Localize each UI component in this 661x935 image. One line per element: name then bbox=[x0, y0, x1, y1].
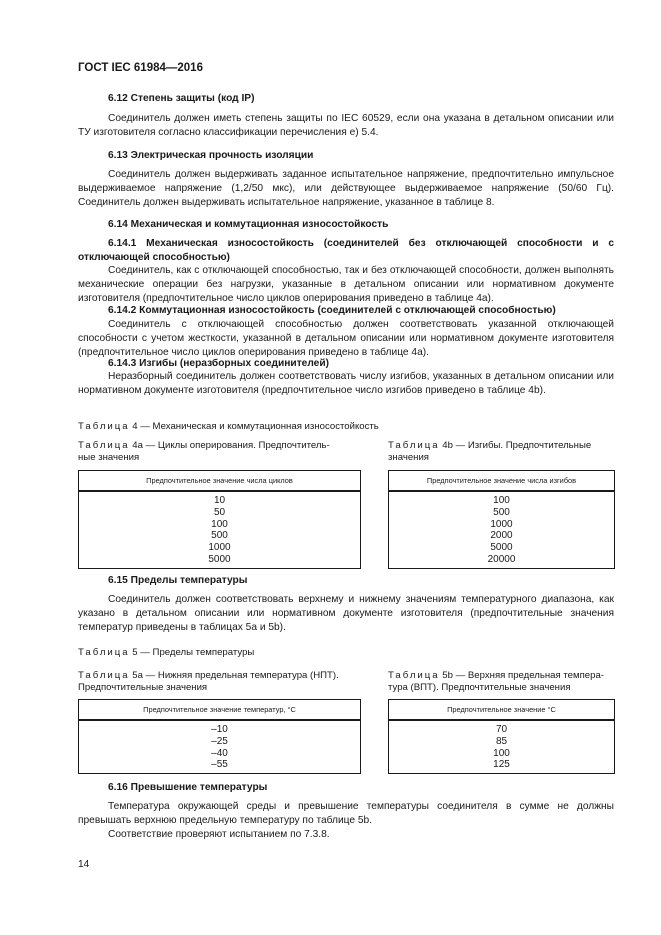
section-heading-6-16: 6.16 Превышение температуры bbox=[108, 782, 268, 793]
section-text-6-16: Температура окружающей среды и превышение температуры соединителя в сумме не должны превышать верхнюю предельную температуру по таблице 5b. bbox=[78, 801, 614, 826]
table-4b-column-header: Предпочтительное значение числа изгибов bbox=[389, 471, 614, 492]
subsection-text-6-14-2: Соединитель с отключающей способностью должен соответствовать указанной отключающей способности с учетом жесткости, указанной в детальном описании или нормативном документе изготовителя (предпочтительное число циклов оперирования приведено в таблице 4а). bbox=[78, 319, 614, 358]
table-5-title: Таблица 5 — Пределы температуры bbox=[78, 647, 255, 658]
table-5b bbox=[388, 699, 615, 774]
table-cell: 70 bbox=[495, 724, 508, 735]
table-cell: 500 bbox=[211, 530, 228, 542]
table-5b-values bbox=[389, 724, 614, 771]
section-text-6-15: Соединитель должен соответствовать верхнему и нижнему значениям температурного диапазона, как указано в детальном описании или нормативном документе изготовителя (предпочтительные значения температур приведены в таблицах 5а и 5b). bbox=[78, 594, 614, 633]
table-5b-column-header: Предпочтительное значение °С bbox=[389, 700, 614, 721]
table-cell: 100 bbox=[493, 495, 510, 506]
table-cell: 1000 bbox=[208, 542, 231, 554]
table-cell: 100 bbox=[493, 747, 510, 759]
table-cell: –10 bbox=[211, 724, 228, 735]
table-cell: 500 bbox=[493, 506, 510, 518]
table-5a-values bbox=[79, 724, 360, 771]
table-5a-caption: Таблица 5а — Нижняя предельная температура (НПТ). Предпочтительные значения bbox=[78, 670, 339, 693]
table-5a-column-header: Предпочтительное значение температур, °С bbox=[79, 700, 360, 721]
subsection-heading-6-14-1: 6.14.1 Механическая износостойкость (соединителей без отключающей способности и с отключающей способностью) bbox=[78, 238, 614, 263]
table-cell: 100 bbox=[211, 518, 228, 530]
document-header: ГОСТ IEC 61984—2016 bbox=[78, 62, 203, 74]
table-cell: 125 bbox=[493, 759, 510, 771]
table-4a bbox=[78, 470, 361, 569]
table-cell: 5000 bbox=[208, 553, 231, 565]
section-heading-6-12: 6.12 Степень защиты (код IP) bbox=[108, 93, 255, 104]
table-5b-caption: Таблица 5b — Верхняя предельная темпера- тура (ВПТ). Предпочтительные значения bbox=[388, 670, 604, 693]
section-heading-6-13: 6.13 Электрическая прочность изоляции bbox=[108, 150, 314, 161]
page-number: 14 bbox=[78, 859, 90, 870]
subsection-text-6-14-3: Неразборный соединитель должен соответствовать числу изгибов, указанных в детальном описании или нормативном документе изготовителя (предпочтительное число изгибов приведено в таблице 4b). bbox=[78, 371, 614, 396]
table-cell: 5000 bbox=[490, 542, 513, 554]
subsection-heading-6-14-3: 6.14.3 Изгибы (неразборных соединителей) bbox=[108, 358, 330, 369]
table-cell: 1000 bbox=[490, 518, 513, 530]
section-heading-6-14: 6.14 Механическая и коммутационная износостойкость bbox=[108, 219, 389, 230]
table-5a bbox=[78, 699, 361, 774]
table-cell: –55 bbox=[211, 759, 228, 771]
table-4a-column-header: Предпочтительное значение числа циклов bbox=[79, 471, 360, 492]
table-4b-values bbox=[389, 495, 614, 566]
section-text-6-13: Соединитель должен выдерживать заданное испытательное напряжение, предпочтительно импульсное выдерживаемое напряжение (1,2/50 мкс), или действующее выдерживаемое напряжение (50/60 Гц). Соединитель должен выдерживать испытательное напряжение, указанное в таблице 8. bbox=[78, 169, 614, 208]
table-cell: 20000 bbox=[487, 553, 516, 565]
section-text-6-12: Соединитель должен иметь степень защиты по IEC 60529, если она указана в детальном описании или ТУ изготовителя согласно классификации перечисления е) 5.4. bbox=[78, 113, 614, 138]
subsection-text-6-14-1: Соединитель, как с отключающей способностью, так и без отключающей способности, должен выполнять механические операции без нагрузки, указанные в детальном описании или нормативном документе изготовителя (предпочтительное число циклов оперирования приведено в таблице 4а). bbox=[78, 265, 614, 304]
table-4a-values bbox=[79, 495, 360, 566]
table-cell: 2000 bbox=[490, 530, 513, 542]
table-cell: 10 bbox=[213, 495, 226, 506]
table-cell: –40 bbox=[211, 747, 228, 759]
table-cell: –25 bbox=[211, 735, 228, 747]
section-text-6-16-check: Соответствие проверяют испытанием по 7.3.8. bbox=[108, 829, 330, 840]
subsection-heading-6-14-2: 6.14.2 Коммутационная износостойкость (соединителей с отключающей способностью) bbox=[108, 305, 556, 316]
table-cell: 50 bbox=[213, 506, 226, 518]
table-4b-caption: Таблица 4b — Изгибы. Предпочтительные значения bbox=[388, 440, 592, 463]
table-4-title: Таблица 4 — Механическая и коммутационная износостойкость bbox=[78, 421, 379, 432]
section-heading-6-15: 6.15 Пределы температуры bbox=[108, 575, 248, 586]
table-cell: 85 bbox=[495, 735, 508, 747]
table-4b bbox=[388, 470, 615, 569]
table-4a-caption: Таблица 4а — Циклы оперирования. Предпочтитель- ные значения bbox=[78, 440, 330, 463]
